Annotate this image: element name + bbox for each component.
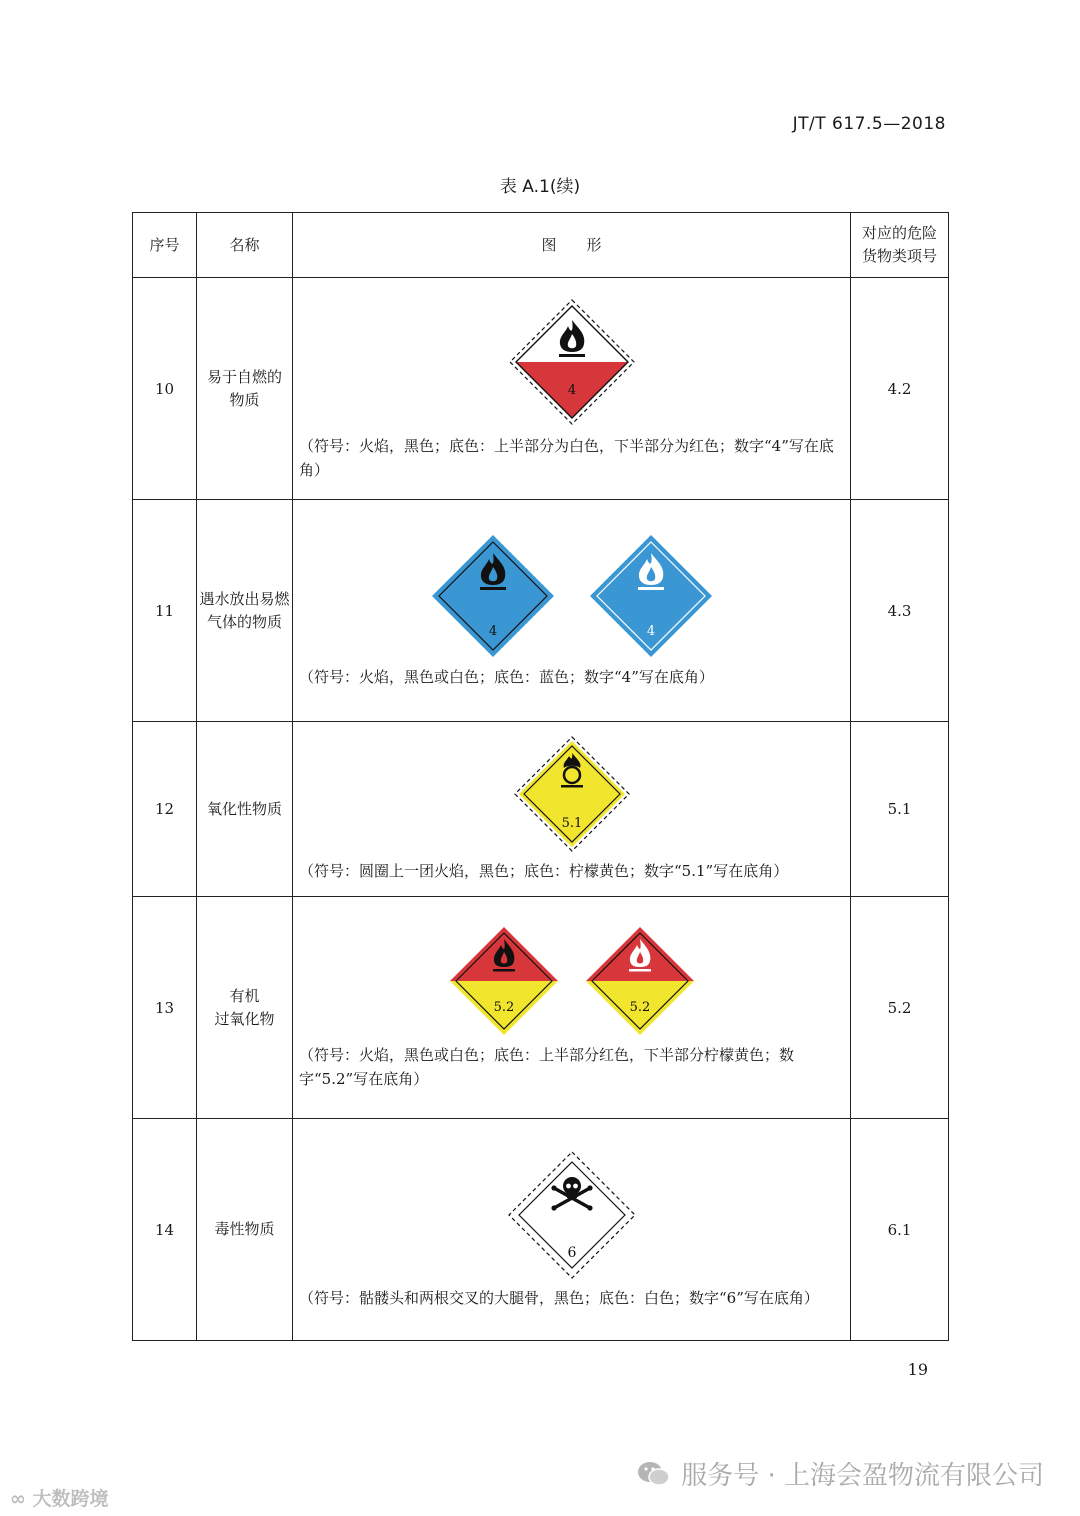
- substance-name: [197, 278, 293, 500]
- figure-cell: [293, 278, 851, 500]
- header-no: 序号: [133, 213, 197, 278]
- name-line: 物质: [229, 390, 260, 409]
- figure-caption: （符号：火焰，黑色；底色：上半部分为白色，下半部分为红色；数字“4”写在底角）: [299, 436, 834, 479]
- standard-code: JT/T 617.5—2018: [792, 114, 946, 134]
- sign-label: 4: [567, 382, 576, 398]
- table-row: [133, 500, 949, 722]
- hazard-sign-5-2-black: [448, 925, 560, 1037]
- name-line: 过氧化物: [214, 1009, 275, 1028]
- hazard-class: 4.3: [851, 500, 949, 722]
- watermark-right-text: 服务号 · 上海会盈物流有限公司: [681, 1461, 1044, 1491]
- sign-label: 5.2: [629, 999, 650, 1015]
- row-number: 10: [133, 278, 197, 500]
- hazard-sign-5-2-white: [584, 925, 696, 1037]
- table-row: [133, 278, 949, 500]
- header-class: [851, 213, 949, 278]
- row-number: 11: [133, 500, 197, 722]
- sign-label: 6: [567, 1244, 576, 1261]
- hazard-class: 5.1: [851, 722, 949, 897]
- hazard-class: 4.2: [851, 278, 949, 500]
- hazard-sign-4-2: [506, 296, 638, 428]
- hazard-sign-4-3-black: [430, 533, 556, 659]
- header-class-line-2: 货物类项号: [861, 247, 937, 265]
- table-row: [133, 897, 949, 1119]
- hazard-sign-4-3-white: [588, 533, 714, 659]
- figure-cell: [293, 722, 851, 897]
- header-figure: 图 形: [293, 213, 851, 278]
- name-line: 易于自燃的: [206, 367, 282, 386]
- watermark-right: [637, 1455, 1044, 1492]
- name-line: 毒性物质: [214, 1220, 275, 1238]
- table-row: [133, 1119, 949, 1341]
- sign-label: 4: [488, 623, 497, 639]
- row-number: 12: [133, 722, 197, 897]
- hazard-sign-6-1: [507, 1150, 637, 1280]
- sign-label: 5.2: [493, 999, 514, 1015]
- hazard-class: 6.1: [851, 1119, 949, 1341]
- hazard-class: 5.2: [851, 897, 949, 1119]
- figure-cell: [293, 500, 851, 722]
- figure-caption: （符号：骷髅头和两根交叉的大腿骨，黑色；底色：白色；数字“6”写在底角）: [299, 1288, 819, 1307]
- figure-caption: （符号：圆圈上一团火焰，黑色；底色：柠檬黄色；数字“5.1”写在底角）: [299, 862, 789, 880]
- page-number: 19: [907, 1360, 928, 1379]
- header-name: 名称: [197, 213, 293, 278]
- table-header-row: [133, 213, 949, 278]
- hazard-label-table: [132, 212, 949, 1341]
- name-line: 遇水放出易燃: [199, 589, 290, 608]
- wechat-icon: [637, 1460, 671, 1488]
- table-title: 表 A.1(续): [499, 177, 581, 197]
- substance-name: [197, 500, 293, 722]
- header-class-line-1: 对应的危险: [861, 224, 937, 242]
- sign-label: 5.1: [561, 816, 582, 831]
- table-row: [133, 722, 949, 897]
- figure-caption: （符号：火焰，黑色或白色；底色：蓝色；数字“4”写在底角）: [299, 667, 714, 686]
- watermark-left-text: 大数跨境: [32, 1488, 109, 1510]
- substance-name: [197, 897, 293, 1119]
- watermark-logo-icon: ∞: [10, 1488, 33, 1510]
- figure-cell: [293, 897, 851, 1119]
- substance-name: [197, 1119, 293, 1341]
- hazard-sign-5-1: [513, 735, 631, 853]
- name-line: 氧化性物质: [206, 799, 282, 818]
- name-line: 气体的物质: [206, 612, 282, 631]
- figure-caption: （符号：火焰，黑色或白色；底色：上半部分红色，下半部分柠檬黄色；数字“5.2”写在底角）: [299, 1045, 795, 1088]
- watermark-left: [10, 1484, 108, 1511]
- row-number: 13: [133, 897, 197, 1119]
- figure-cell: [293, 1119, 851, 1341]
- substance-name: [197, 722, 293, 897]
- row-number: 14: [133, 1119, 197, 1341]
- sign-label: 4: [646, 623, 655, 639]
- name-line: 有机: [229, 986, 260, 1005]
